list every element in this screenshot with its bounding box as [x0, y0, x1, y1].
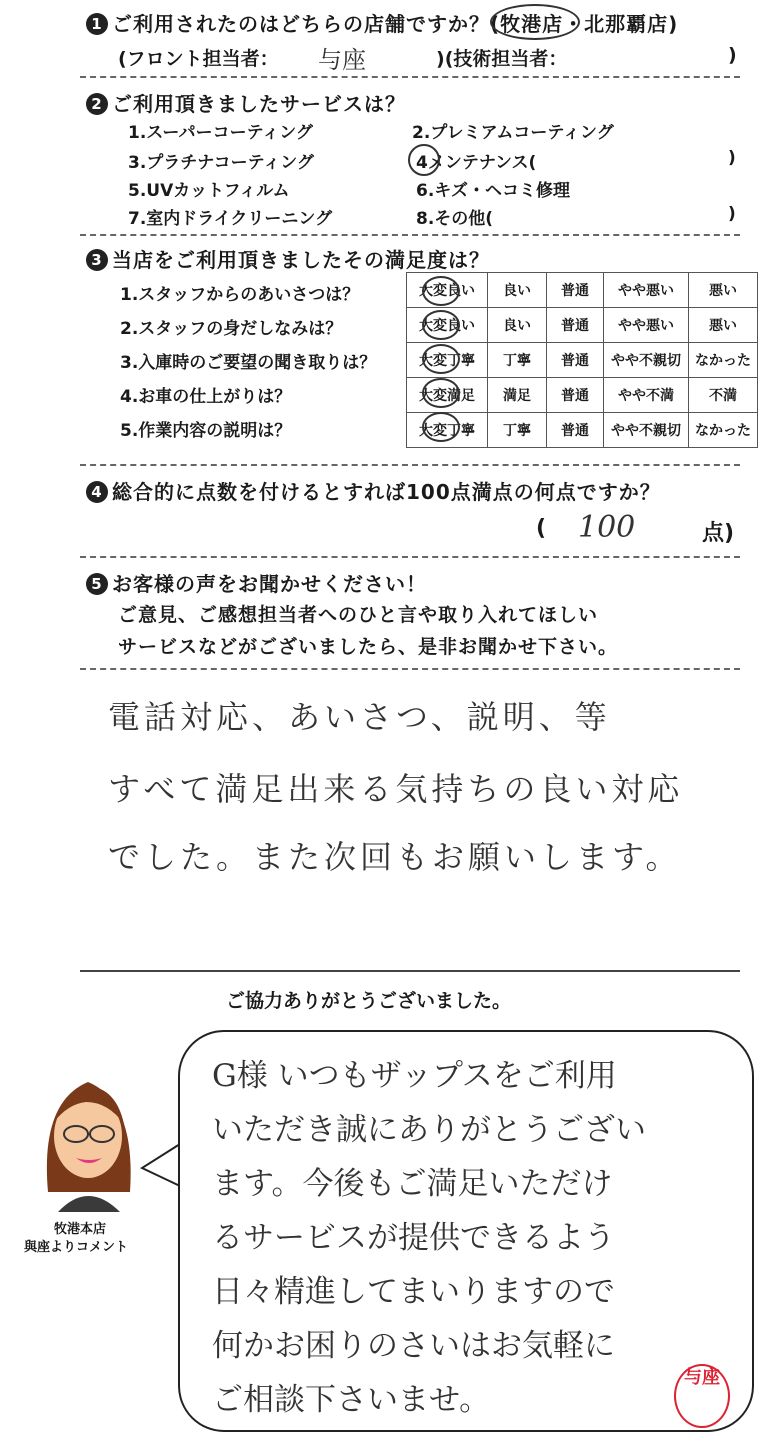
- rating-question-2: 2.スタッフの身だしなみは？: [120, 319, 343, 339]
- service-item-5: 5.UVカットフィルム: [128, 181, 290, 201]
- rating-question-1: 1.スタッフからのあいさつは？: [120, 285, 360, 305]
- question-1: 1 ご利用されたのはどちらの店舗ですか？(牧港店・北那覇店): [86, 8, 678, 37]
- rating-question-4: 4.お車の仕上がりは？: [120, 387, 292, 407]
- customer-voice-line-3: でした。また次回もお願いします。: [108, 838, 682, 876]
- store-option-makiminato: 牧港店: [500, 12, 564, 36]
- question-5-line-3: サービスなどがございましたら、是非お聞かせ下さい。: [118, 636, 619, 658]
- question-3: 3 当店をご利用頂きましたその満足度は？: [86, 244, 490, 273]
- tech-staff-line: )(技術担当者：: [436, 48, 568, 70]
- service-item-8: 8.その他(: [416, 209, 494, 229]
- selection-circle: [408, 144, 440, 176]
- service-item-4: 4メンテナンス(: [416, 153, 537, 173]
- question-4: 4 総合的に点数を付けるとすれば100点満点の何点ですか？: [86, 476, 661, 505]
- rating-question-3: 3.入庫時のご要望の聞き取りは？: [120, 353, 377, 373]
- reply-line-6: 何かお困りのさいはお気軽に: [212, 1328, 615, 1364]
- selection-circle: [422, 412, 460, 442]
- staff-comment-label: 與座よりコメント: [24, 1240, 129, 1255]
- table-row: 大変丁寧 丁寧 普通 やや不親切 なかった: [407, 343, 758, 378]
- service-item-6: 6.キズ・ヘコミ修理: [416, 181, 570, 201]
- service-item-3: 3.プラチナコーティング: [128, 153, 314, 173]
- customer-voice-line-1: 電話対応、あいさつ、説明、等: [108, 698, 611, 736]
- question-5-line-2: ご意見、ご感想担当者へのひと言や取り入れてほしい: [118, 604, 599, 626]
- staff-line: (フロント担当者：: [118, 48, 279, 70]
- thanks-text: ご協力ありがとうございました。: [226, 990, 512, 1012]
- score-value: 100: [578, 510, 636, 545]
- question-5: 5 お客様の声をお聞かせください！: [86, 568, 427, 597]
- table-row: 大変良い 良い 普通 やや悪い 悪い: [407, 308, 758, 343]
- service-item-7: 7.室内ドライクリーニング: [128, 209, 333, 229]
- selection-circle: [422, 344, 460, 374]
- service-item-2: 2.プレミアムコーティング: [412, 123, 614, 143]
- question-number: 1: [86, 13, 108, 35]
- reply-line-4: るサービスが提供できるよう: [212, 1220, 615, 1256]
- rating-question-5: 5.作業内容の説明は？: [120, 421, 292, 441]
- customer-voice-line-2: すべて満足出来る気持ちの良い対応: [108, 770, 684, 808]
- divider: [80, 464, 740, 466]
- divider: [80, 668, 740, 670]
- reply-line-3: ます。今後もご満足いただけ: [212, 1166, 613, 1202]
- selection-circle: [422, 276, 460, 306]
- divider: [80, 234, 740, 236]
- divider: [80, 76, 740, 78]
- divider: [80, 970, 740, 972]
- staff-store: 牧港本店: [54, 1222, 107, 1237]
- reply-line-2: いただき誠にありがとうござい: [212, 1112, 646, 1148]
- selection-circle: [490, 4, 580, 40]
- selection-circle: [422, 310, 460, 340]
- reply-line-5: 日々精進してまいりますので: [212, 1274, 615, 1310]
- service-item-1: 1.スーパーコーティング: [128, 123, 313, 143]
- reply-line-7: ご相談下さいませ。: [212, 1382, 491, 1418]
- table-row: 大変丁寧 丁寧 普通 やや不親切 なかった: [407, 413, 758, 448]
- name-stamp: 与座: [674, 1364, 730, 1428]
- selection-circle: [422, 378, 460, 408]
- table-row: 大変満足 満足 普通 やや不満 不満: [407, 378, 758, 413]
- reply-line-1: G様 いつもザップスをご利用: [212, 1058, 617, 1094]
- divider: [80, 556, 740, 558]
- question-2: 2 ご利用頂きましたサービスは？: [86, 88, 406, 117]
- table-row: 大変良い 良い 普通 やや悪い 悪い: [407, 273, 758, 308]
- store-option-kitanaha: 北那覇店: [584, 12, 669, 36]
- staff-avatar: [36, 1062, 140, 1212]
- front-staff-value: 与座: [318, 46, 366, 74]
